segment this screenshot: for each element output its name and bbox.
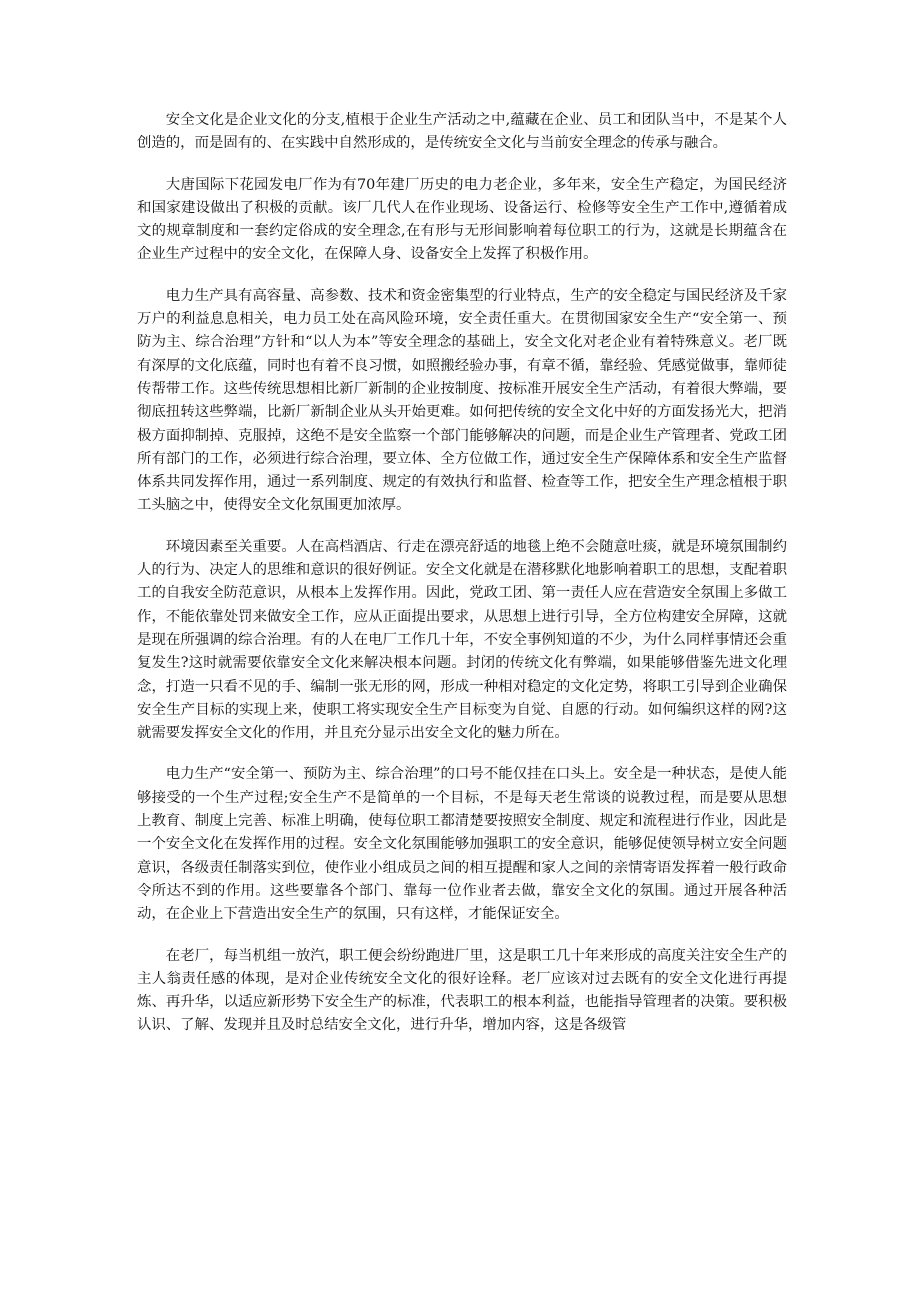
document-body [137, 109, 787, 1056]
paragraph-4: 环境因素至关重要。人在高档酒店、行走在漂亮舒适的地毯上绝不会随意吐痰，就是环境氛围制约人的行为、决定人的思维和意识的很好例证。安全文化就是在潜移默化地影响着职工的思想，支配着职工的自我安全防范意识，从根本上发挥作用。因此，党政工团、第一责任人应在营造安全氛围上多做工作，不能依靠处罚来做安全工作，应从正面提出要求，从思想上进行引导，全方位构建安全屏障，这就是现在所强调的综合治理。有的人在电厂工作几十年，不安全事例知道的不少，为什么同样事情还会重复发生?这时就需要依靠安全文化来解决根本问题。封闭的传统文化有弊端，如果能够借鉴先进文化理念，打造一只看不见的手、编制一张无形的网，形成一种相对稳定的文化定势，将职工引导到企业确保安全生产目标的实现上来，使职工将实现安全生产目标变为自觉、自愿的行动。如何编织这样的网?这就需要发挥安全文化的作用，并且充分显示出安全文化的魅力所在。 [137, 538, 787, 742]
paragraph-1: 安全文化是企业文化的分支,植根于企业生产活动之中,蕴藏在企业、员工和团队当中，不是某个人创造的，而是固有的、在实践中自然形成的，是传统安全文化与当前安全理念的传承与融合。 [137, 112, 787, 152]
paragraph-3: 电力生产具有高容量、高参数、技术和资金密集型的行业特点，生产的安全稳定与国民经济及千家万户的利益息息相关，电力员工处在高风险环境，安全责任重大。在贯彻国家安全生产“安全第一、预防为主、综合治理”方针和“以人为本”等安全理念的基础上，安全文化对老企业有着特殊意义。老厂既有深厚的文化底蕴，同时也有着不良习惯，如照搬经验办事，有章不循，靠经验、凭感觉做事，靠师徒传帮带工作。这些传统思想相比新厂新制的企业按制度、按标准开展安全生产活动，有着很大弊端，要彻底扭转这些弊端，比新厂新制企业从头开始更难。如何把传统的安全文化中好的方面发扬光大，把消极方面抑制掉、克服掉，这绝不是安全监察一个部门能够解决的问题，而是企业生产管理者、党政工团所有部门的工作，必须进行综合治理，要立体、全方位做工作，通过安全生产保障体系和安全生产监督体系共同发挥作用，通过一系列制度、规定的有效执行和监督、检查等工作，把安全生产理念植根于职工头脑之中，使得安全文化氛围更加浓厚。 [137, 287, 787, 514]
paragraph-2: 大唐国际下花园发电厂作为有70年建厂历史的电力老企业，多年来，安全生产稳定，为国民经济和国家建设做出了积极的贡献。该厂几代人在作业现场、设备运行、检修等安全生产工作中,遵循着成文的规章制度和一套约定俗成的安全理念,在有形与无形间影响着每位职工的行为，这就是长期蕴含在企业生产过程中的安全文化，在保障人身、设备安全上发挥了积极作用。 [137, 176, 787, 263]
paragraph-5: 电力生产“安全第一、预防为主、综合治理”的口号不能仅挂在口头上。安全是一种状态，是使人能够接受的一个生产过程;安全生产不是简单的一个目标，不是每天老生常谈的说教过程，而是要从思想上教育、制度上完善、标准上明确，使每位职工都清楚要按照安全制度、规定和流程进行作业，因此是一个安全文化在发挥作用的过程。安全文化氛围能够加强职工的安全意识，能够促使领导树立安全问题意识，各级责任制落实到位，使作业小组成员之间的相互提醒和家人之间的亲情寄语发挥着一般行政命令所达不到的作用。这些要靠各个部门、靠每一位作业者去做，靠安全文化的氛围。通过开展各种活动，在企业上下营造出安全生产的氛围，只有这样，才能保证安全。 [137, 766, 787, 923]
paragraph-6: 在老厂，每当机组一放汽，职工便会纷纷跑进厂里，这是职工几十年来形成的高度关注安全生产的主人翁责任感的体现，是对企业传统安全文化的很好诠释。老厂应该对过去既有的安全文化进行再提炼、再升华，以适应新形势下安全生产的标准，代表职工的根本利益，也能指导管理者的决策。要积极认识、了解、发现并且及时总结安全文化，进行升华，增加内容，这是各级管 [137, 947, 787, 1034]
